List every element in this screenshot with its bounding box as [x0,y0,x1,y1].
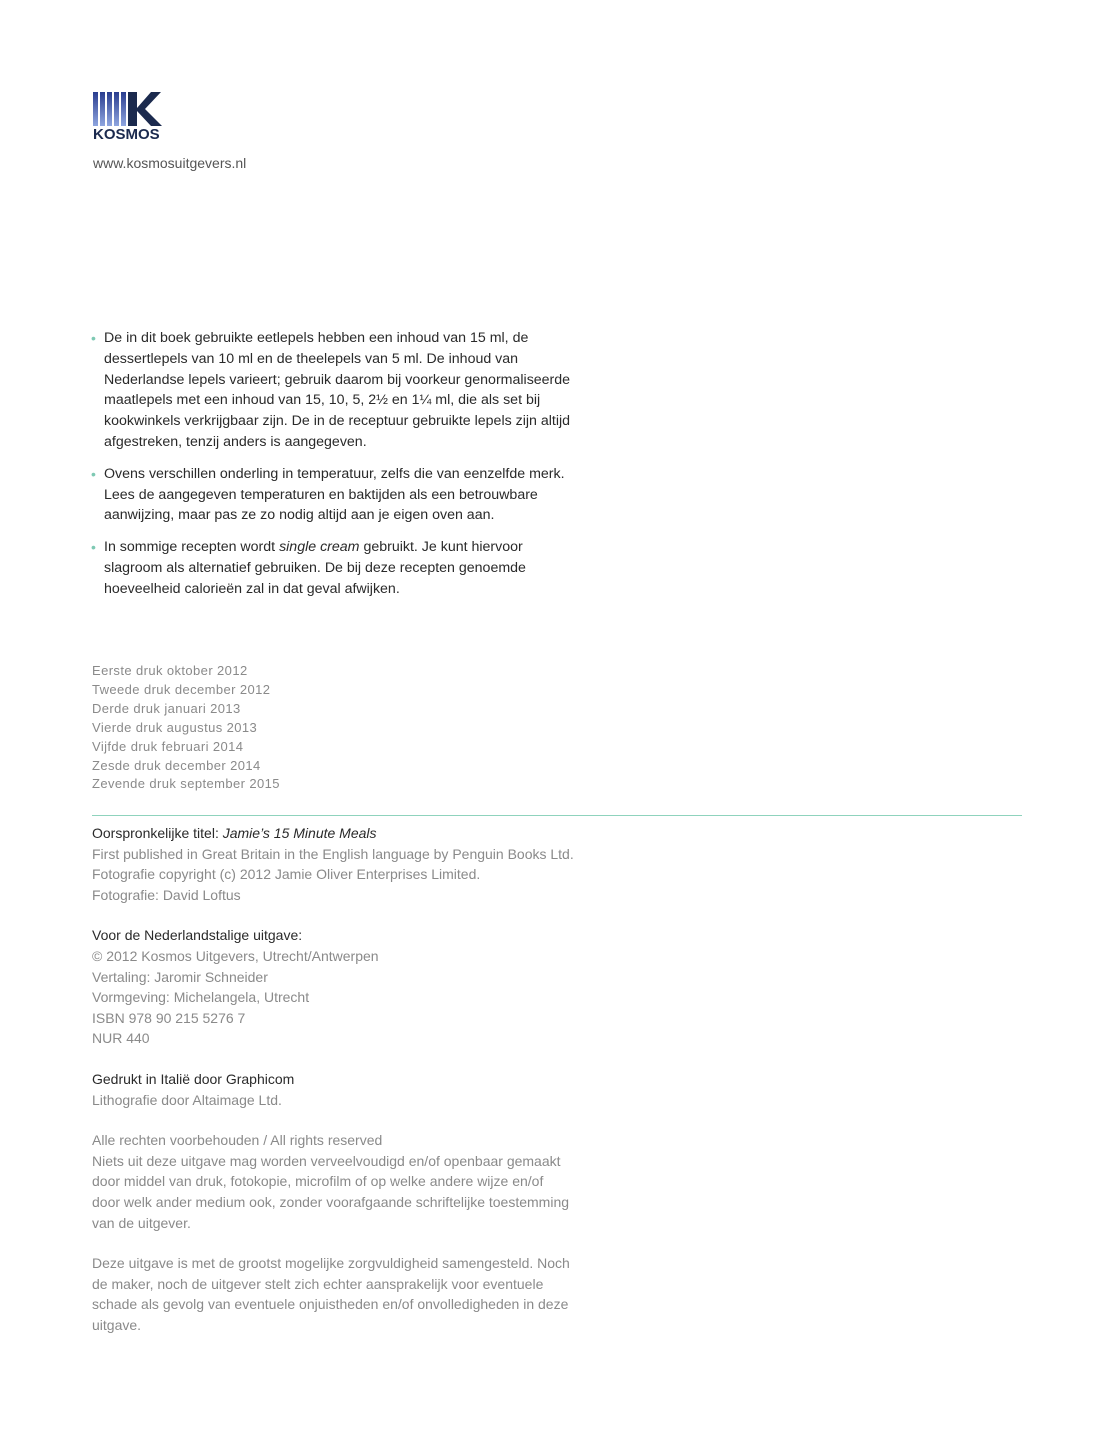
rights-line: van de uitgever. [92,1214,191,1231]
colophon [92,823,612,1335]
litho-credit: Lithografie door Altaimage Ltd. [92,1091,282,1108]
note-line: slagroom als alternatief gebruiken. De bij deze recepten genoemde [104,559,526,576]
notes-list [91,328,591,611]
disclaimer-line: Deze uitgave is met de grootst mogelijke zorgvuldigheid samengesteld. Noch [92,1255,570,1272]
rights-line: door middel van druk, fotokopie, microfilm of op welke andere wijze en/of [92,1173,544,1190]
design-credit: Vormgeving: Michelangela, Utrecht [92,989,310,1006]
kosmos-logo-icon [93,92,163,126]
note-line: Nederlandse lepels varieert; gebruik daarom bij voorkeur genormaliseerde [104,371,571,388]
photography-credit: Fotografie: David Loftus [92,886,241,903]
note-ovens [91,464,591,526]
translation-credit: Vertaling: Jaromir Schneider [92,968,268,985]
section-divider [92,815,1022,816]
note-text: In sommige recepten wordt [104,539,280,556]
disclaimer-line: schade als gevolg van eventuele onjuistheden en/of onvolledigheden in deze [92,1296,569,1313]
note-italic-text: single cream [279,539,360,556]
edition-line: Zesde druk december 2014 [92,757,261,773]
original-title-label: Oorspronkelijke titel: [92,825,223,841]
edition-line: Vierde druk augustus 2013 [92,719,258,735]
first-published: First published in Great Britain in the English language by Penguin Books Ltd. [92,845,574,862]
photo-copyright: Fotografie copyright (c) 2012 Jamie Oliver Enterprises Limited. [92,866,481,883]
note-line: Ovens verschillen onderling in temperatuur, zelfs die van eenzelfde merk. [104,465,565,482]
nur-code: NUR 440 [92,1030,150,1047]
note-line: maatlepels met een inhoud van 15, 10, 5, 2½ en 1¼ ml, die als set bij [104,392,541,409]
note-line: De in dit boek gebruikte eetlepels hebben een inhoud van 15 ml, de [104,330,529,346]
rights-line: Niets uit deze uitgave mag worden verveelvoudigd en/of openbaar gemaakt [92,1152,561,1169]
edition-line: Tweede druk december 2012 [92,681,271,697]
edition-line: Derde druk januari 2013 [92,700,241,716]
disclaimer-line: uitgave. [92,1316,142,1333]
bullet-icon: • [91,539,96,556]
edition-line: Eerste druk oktober 2012 [92,663,248,678]
original-title-value: Jamie’s 15 Minute Meals [222,825,377,841]
publisher-logo [93,92,165,143]
note-line: Lees de aangegeven temperaturen en baktijden als een betrouwbare [104,486,538,503]
isbn: ISBN 978 90 215 5276 7 [92,1009,246,1026]
note-line: kookwinkels verkrijgbaar zijn. De in de receptuur gebruikte lepels zijn altijd [104,413,571,430]
original-title [92,823,612,844]
dutch-copyright: © 2012 Kosmos Uitgevers, Utrecht/Antwerpen [92,947,379,964]
note-line: hoeveelheid calorieën zal in dat geval afwijken. [104,580,400,597]
edition-list [92,662,280,794]
rights-line: door welk ander medium ook, zonder voorafgaande schriftelijke toestemming [92,1193,570,1210]
note-line [104,537,591,558]
dutch-edition-heading: Voor de Nederlandstalige uitgave: [92,927,303,944]
rights-line: Alle rechten voorbehouden / All rights reserved [92,1132,383,1149]
note-cream [91,537,591,599]
bullet-icon: • [91,330,96,346]
bullet-icon: • [91,465,96,482]
printer-credit: Gedrukt in Italië door Graphicom [92,1070,295,1087]
edition-line: Vijfde druk februari 2014 [92,738,244,754]
note-text: gebruikt. Je kunt hiervoor [359,539,523,556]
note-line: dessertlepels van 10 ml en de theelepels van 5 ml. De inhoud van [104,350,519,367]
edition-line: Zevende druk september 2015 [92,776,280,792]
note-line: aanwijzing, maar pas ze zo nodig altijd aan je eigen oven aan. [104,507,495,524]
logo-wordmark: KOSMOS [93,126,160,143]
publisher-url[interactable]: www.kosmosuitgevers.nl [93,155,247,171]
note-spoons [91,328,591,453]
note-line: afgestreken, tenzij anders is aangegeven. [104,433,367,450]
disclaimer-line: de maker, noch de uitgever stelt zich echter aansprakelijk voor eventuele [92,1275,544,1292]
